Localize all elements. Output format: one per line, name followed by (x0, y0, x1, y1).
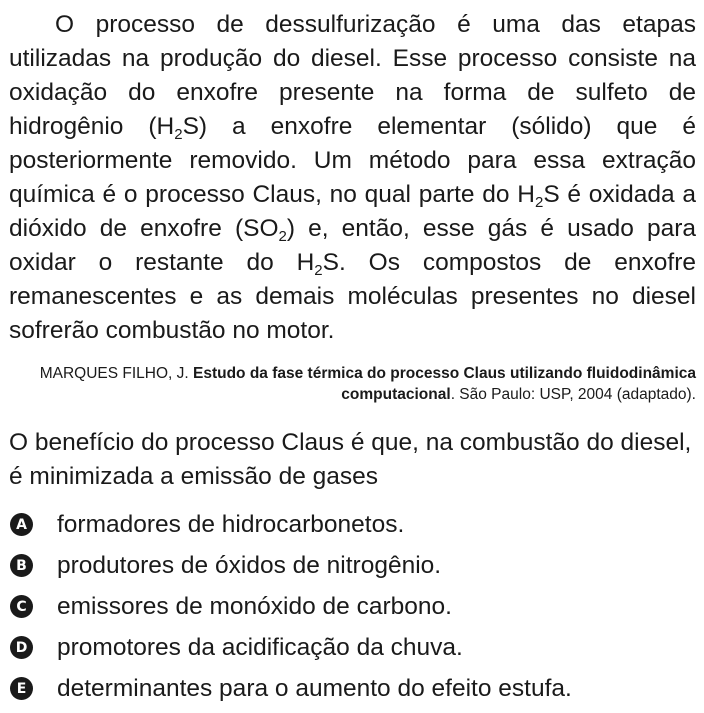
option-c-text: emissores de monóxido de carbono. (57, 592, 452, 620)
option-a-badge-icon: A (10, 513, 33, 536)
passage-text (9, 0, 696, 348)
option-b[interactable] (9, 545, 696, 586)
passage-segment-1: O processo de dessulfurização é uma das etapas utilizadas na produção do diesel. Esse processo consiste na oxidação do enxofre presente na forma de sulfeto de hidrogênio (H (9, 11, 696, 140)
source-author: MARQUES FILHO, J. (39, 365, 193, 382)
option-d-badge-icon: D (10, 636, 33, 659)
subscript-4: 2 (314, 262, 323, 279)
subscript-2: 2 (535, 194, 544, 211)
subscript-3: 2 (278, 228, 287, 245)
passage-segment-2: S) a enxofre elementar (sólido) que é posteriormente removido. Um método para essa extração química é o processo Claus, no qual parte do H (9, 113, 696, 208)
option-c-badge-icon: C (10, 595, 33, 618)
option-d-text: promotores da acidificação da chuva. (57, 633, 463, 661)
question-stem: O benefício do processo Claus é que, na combustão do diesel, é minimizada a emissão de gases (9, 429, 692, 490)
source-citation (9, 364, 696, 405)
option-b-text: produtores de óxidos de nitrogênio. (57, 551, 442, 579)
subscript-1: 2 (174, 126, 183, 143)
passage-segment-5: S. Os compostos de enxofre remanescentes e as demais moléculas presentes no diesel sofrerão combustão no motor. (9, 249, 696, 344)
passage-segment-4: ) e, então, esse gás é usado para oxidar o restante do H (9, 215, 696, 276)
option-d[interactable] (9, 627, 696, 668)
option-c[interactable] (9, 586, 696, 627)
option-b-badge-icon: B (10, 554, 33, 577)
passage-segment-3: S é oxidada a dióxido de enxofre (SO (9, 181, 697, 242)
option-e[interactable] (9, 668, 696, 709)
option-a[interactable] (9, 504, 696, 545)
option-e-text: determinantes para o aumento do efeito estufa. (57, 674, 572, 702)
source-publication: . São Paulo: USP, 2004 (adaptado). (450, 385, 696, 403)
option-e-badge-icon: E (10, 677, 33, 700)
option-a-text: formadores de hidrocarbonetos. (57, 510, 405, 538)
source-title: Estudo da fase térmica do processo Claus utilizando fluidodinâmica computacional (193, 365, 696, 403)
answer-options (9, 504, 696, 709)
